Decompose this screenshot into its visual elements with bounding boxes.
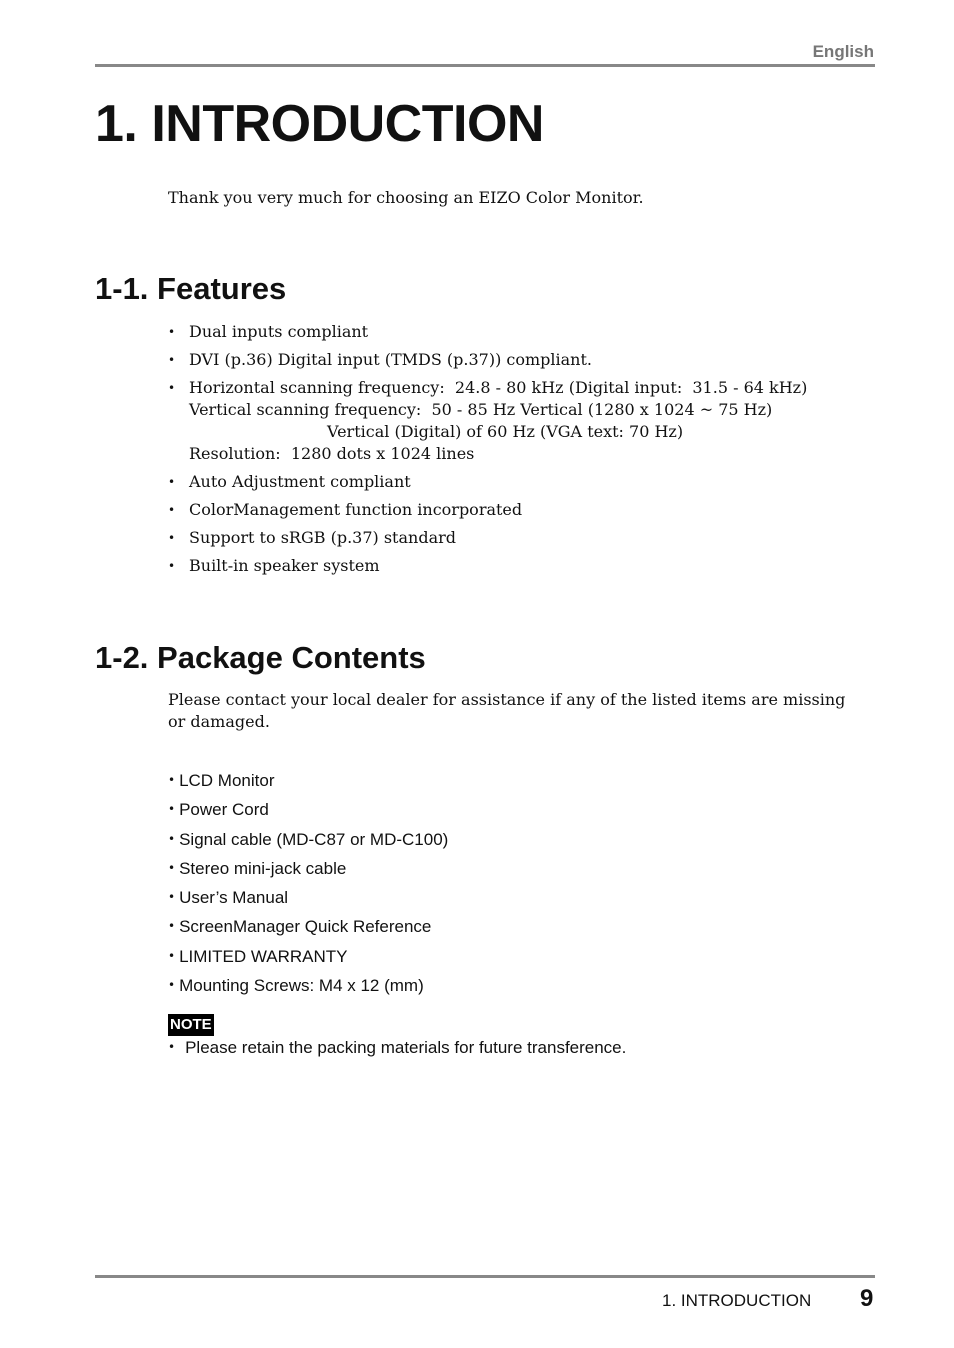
list-item: [168, 527, 868, 549]
list-item: [168, 321, 868, 343]
features-list: [168, 321, 868, 583]
item-text: ScreenManager Quick Reference: [179, 917, 432, 937]
page-number: 9: [860, 1285, 874, 1312]
footer-rule: [95, 1275, 875, 1278]
language-label: English: [812, 42, 874, 61]
item-text: Stereo mini-jack cable: [179, 858, 347, 878]
package-contents-list: [168, 766, 448, 1000]
list-item: • User’s Manual: [168, 888, 289, 908]
note-badge: NOTE: [168, 1014, 214, 1036]
footer-section-title: 1. INTRODUCTION: [662, 1291, 812, 1310]
feature-text: • DVI (p.36) Digital input (TMDS (p.37)) compliant.: [189, 350, 592, 369]
package-heading: 1-2. Package Contents: [95, 640, 426, 675]
package-paragraph: Please contact your local dealer for assistance if any of the listed items are missing or damaged.: [168, 690, 846, 731]
list-item: [168, 349, 868, 371]
feature-text: • Support to sRGB (p.37) standard: [189, 528, 456, 547]
list-item: [168, 471, 868, 493]
list-item: [168, 555, 868, 577]
item-text: Signal cable (MD-C87 or MD-C100): [179, 829, 449, 849]
list-item: • Signal cable (MD-C87 or MD-C100): [168, 829, 449, 849]
list-item: • LCD Monitor: [168, 771, 275, 790]
feature-text: • Built-in speaker system: [189, 556, 380, 575]
list-item: • Mounting Screws: M4 x 12 (mm): [168, 976, 424, 996]
list-item: [168, 377, 868, 465]
list-item: • Power Cord: [168, 800, 269, 820]
feature-text: Vertical scanning frequency: 50 - 85 Hz Vertical (1280 x 1024 ~ 75 Hz): [189, 400, 773, 419]
item-text: Mounting Screws: M4 x 12 (mm): [179, 976, 424, 996]
note-text-content: Please retain the packing materials for future transference.: [185, 1038, 627, 1057]
note-text: • Please retain the packing materials for future transference.: [168, 1038, 627, 1057]
item-text: User’s Manual: [179, 888, 289, 908]
feature-text: • Auto Adjustment compliant: [189, 472, 411, 491]
header-rule: [95, 64, 875, 67]
features-heading: 1-1. Features: [95, 271, 287, 306]
list-item: • LIMITED WARRANTY: [168, 946, 348, 966]
item-text: LIMITED WARRANTY: [179, 946, 348, 966]
list-item: [168, 499, 868, 521]
list-item: • Stereo mini-jack cable: [168, 858, 347, 878]
intro-paragraph: Thank you very much for choosing an EIZO Color Monitor.: [168, 188, 644, 207]
feature-text: Resolution: 1280 dots x 1024 lines: [189, 444, 475, 463]
feature-text: • Horizontal scanning frequency: 24.8 - 80 kHz (Digital input: 31.5 - 64 kHz): [189, 378, 808, 397]
list-item: • ScreenManager Quick Reference: [168, 917, 432, 937]
item-text: LCD Monitor: [179, 771, 275, 790]
feature-text: Vertical (Digital) of 60 Hz (VGA text: 70 Hz): [327, 422, 684, 441]
page-title: 1. INTRODUCTION: [95, 95, 544, 153]
feature-text: • ColorManagement function incorporated: [189, 500, 523, 519]
item-text: Power Cord: [179, 800, 269, 820]
feature-text: • Dual inputs compliant: [189, 322, 369, 341]
